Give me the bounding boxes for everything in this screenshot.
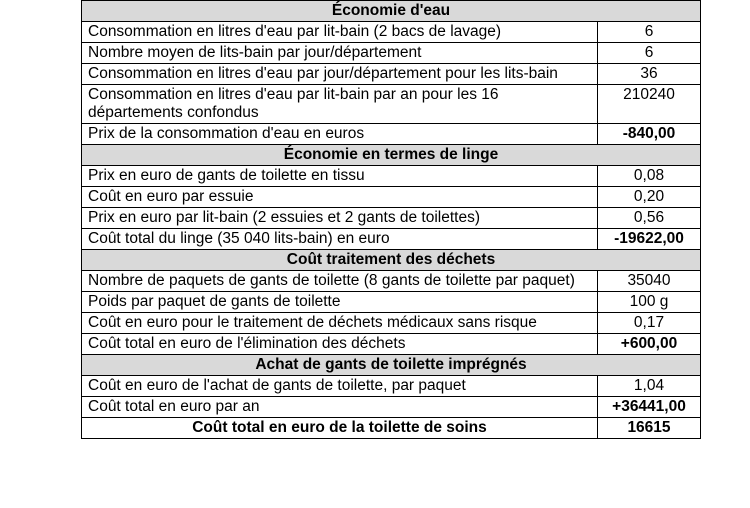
table-row [82,22,701,43]
row-value: 35040 [598,271,701,292]
row-label: Prix de la consommation d'eau en euros [82,124,598,145]
row-value: -840,00 [598,124,701,145]
row-value: 100 g [598,292,701,313]
row-value: -19622,00 [598,229,701,250]
total-value: 16615 [598,418,701,439]
row-label: Prix en euro de gants de toilette en tissu [82,166,598,187]
row-label: Consommation en litres d'eau par jour/département pour les lits-bain [82,64,598,85]
row-value: 0,20 [598,187,701,208]
table-row [82,208,701,229]
table-row [82,124,701,145]
row-value: 6 [598,43,701,64]
section-title: Économie en termes de linge [82,145,701,166]
section-header [82,145,701,166]
section-title: Achat de gants de toilette imprégnés [82,355,701,376]
section-title: Économie d'eau [82,1,701,22]
table-row [82,43,701,64]
row-label: Prix en euro par lit-bain (2 essuies et 2 gants de toilettes) [82,208,598,229]
table-row [82,85,701,124]
row-value: 1,04 [598,376,701,397]
table-row [82,271,701,292]
table-row [82,64,701,85]
row-value: 210240 [598,85,701,124]
row-label: Nombre de paquets de gants de toilette (8 gants de toilette par paquet) [82,271,598,292]
table-row [82,166,701,187]
table-row [82,292,701,313]
row-label: Coût en euro par essuie [82,187,598,208]
total-row [82,418,701,439]
total-label: Coût total en euro de la toilette de soins [82,418,598,439]
row-value: 6 [598,22,701,43]
row-value: +36441,00 [598,397,701,418]
row-label: Poids par paquet de gants de toilette [82,292,598,313]
row-value: 0,08 [598,166,701,187]
row-label: Consommation en litres d'eau par lit-bain par an pour les 16 départements confondus [82,85,598,124]
row-label: Nombre moyen de lits-bain par jour/département [82,43,598,64]
section-title: Coût traitement des déchets [82,250,701,271]
table-row [82,229,701,250]
table-row [82,376,701,397]
table-row [82,187,701,208]
section-header [82,1,701,22]
table-row [82,313,701,334]
table-row [82,397,701,418]
cost-table-body [82,1,701,439]
section-header [82,355,701,376]
row-label: Coût en euro de l'achat de gants de toilette, par paquet [82,376,598,397]
row-label: Coût en euro pour le traitement de déchets médicaux sans risque [82,313,598,334]
row-value: +600,00 [598,334,701,355]
row-label: Coût total en euro de l'élimination des déchets [82,334,598,355]
row-label: Consommation en litres d'eau par lit-bain (2 bacs de lavage) [82,22,598,43]
row-value: 0,56 [598,208,701,229]
row-label: Coût total du linge (35 040 lits-bain) en euro [82,229,598,250]
section-header [82,250,701,271]
row-value: 0,17 [598,313,701,334]
table-row [82,334,701,355]
cost-table [81,0,701,439]
row-label: Coût total en euro par an [82,397,598,418]
row-value: 36 [598,64,701,85]
